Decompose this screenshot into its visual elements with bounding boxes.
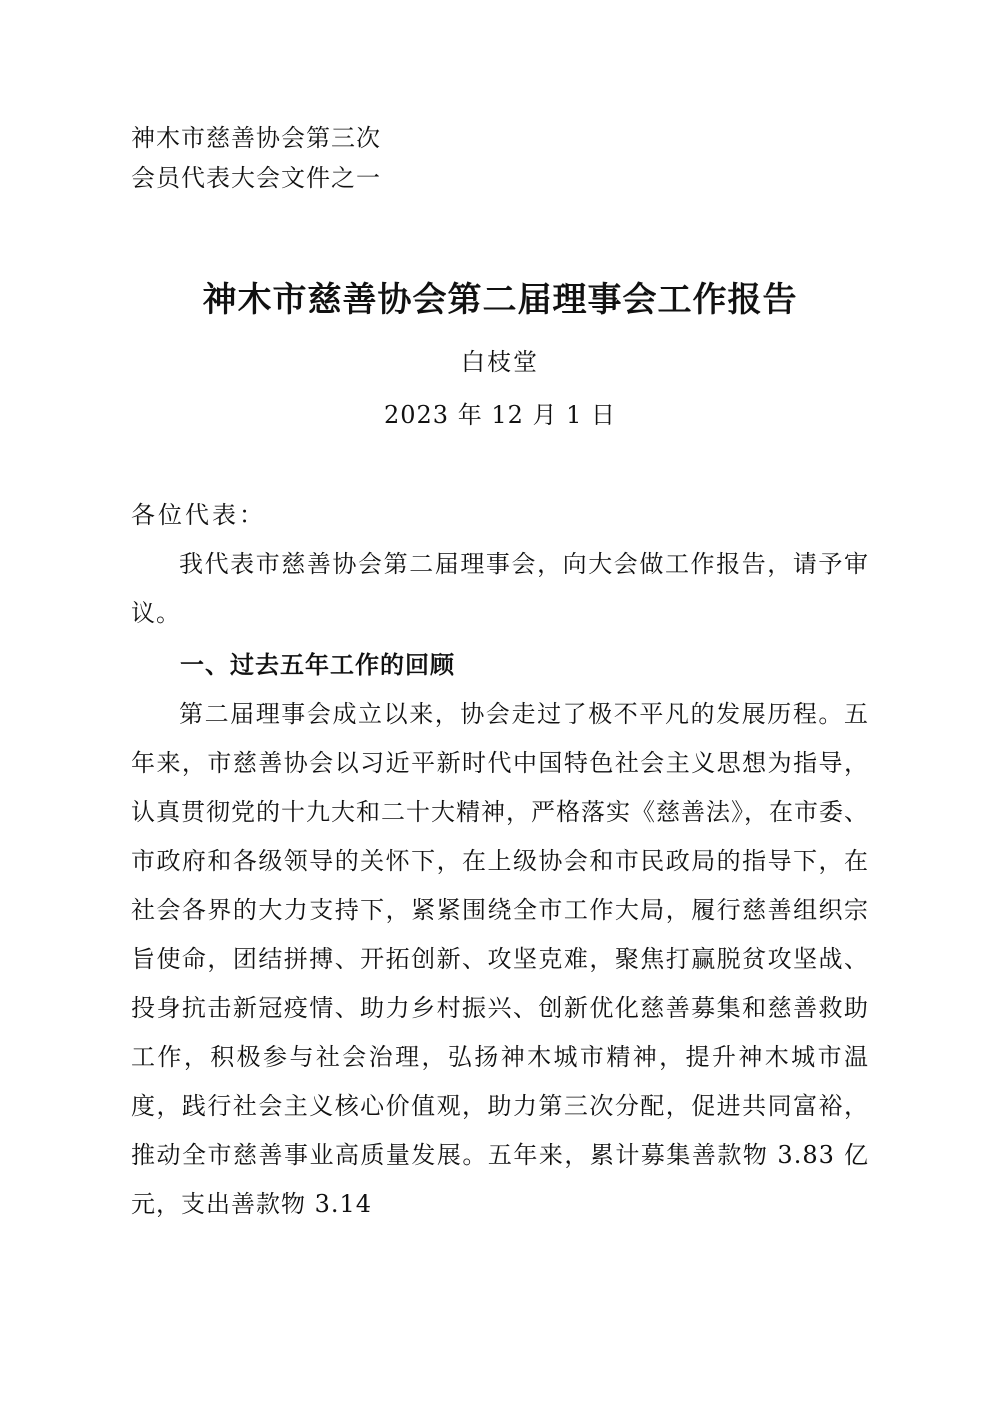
document-label <box>131 118 381 198</box>
report-author: 白枝堂 <box>461 348 539 376</box>
document-label-line-2: 会员代表大会文件之一 <box>131 164 381 192</box>
review-paragraph: 第二届理事会成立以来，协会走过了极不平凡的发展历程。五年来，市慈善协会以习近平新时代中国特色社会主义思想为指导，认真贯彻党的十九大和二十大精神，严格落实《慈善法》，在市委、市政府和各级领导的关怀下，在上级协会和市民政局的指导下，在社会各界的大力支持下，紧紧围绕全市工作大局，履行慈善组织宗旨使命，团结拼搏、开拓创新、攻坚克难，聚焦打赢脱贫攻坚战、投身抗击新冠疫情、助力乡村振兴、创新优化慈善募集和慈善救助工作，积极参与社会治理，弘扬神木城市精神，提升神木城市温度，践行社会主义核心价值观，助力第三次分配，促进共同富裕，推动全市慈善事业高质量发展。五年来，累计募集善款物 3.83 亿元，支出善款物 3.14 <box>131 700 869 1218</box>
section-heading-review: 一、过去五年工作的回顾 <box>180 651 455 679</box>
intro-paragraph: 我代表市慈善协会第二届理事会，向大会做工作报告，请予审议。 <box>131 550 869 627</box>
salutation: 各位代表： <box>131 501 266 529</box>
report-title: 神木市慈善协会第二届理事会工作报告 <box>202 280 798 320</box>
report-date: 2023 年 12 月 1 日 <box>383 401 617 429</box>
document-label-line-1: 神木市慈善协会第三次 <box>131 124 381 152</box>
